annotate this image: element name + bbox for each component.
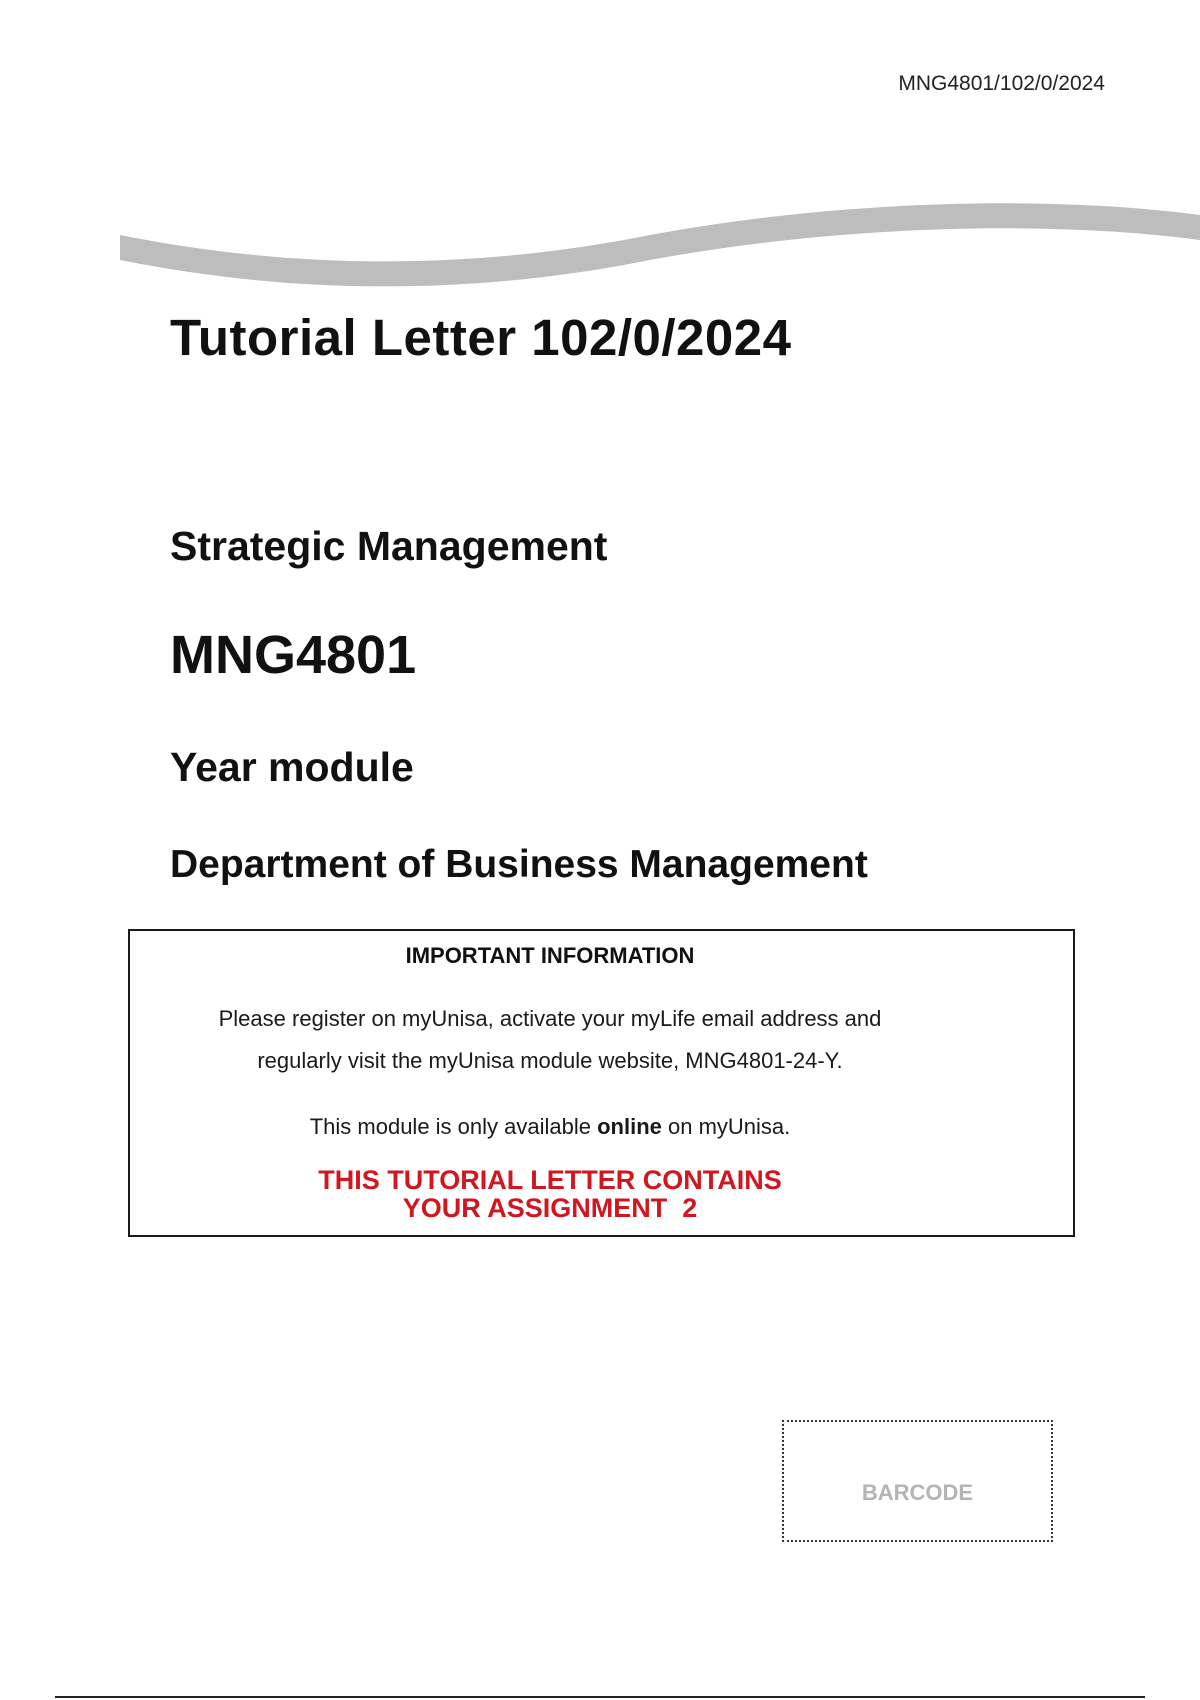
module-code: MNG4801 (170, 625, 417, 685)
availability-note-emphasis: online (597, 1114, 662, 1139)
tutorial-letter-title: Tutorial Letter 102/0/2024 (170, 309, 792, 366)
module-type: Year module (170, 744, 414, 790)
barcode-label: BARCODE (861, 1480, 974, 1505)
department-name: Department of Business Management (170, 843, 868, 886)
assignment-notice-line-1: THIS TUTORIAL LETTER CONTAINS (318, 1165, 782, 1195)
assignment-notice (130, 1166, 970, 1222)
important-information-box (128, 929, 1075, 1237)
registration-instruction-line-1: Please register on myUnisa, activate your myLife email address and (218, 1006, 882, 1031)
document-reference: MNG4801/102/0/2024 (898, 72, 1105, 95)
registration-instruction-line-2: regularly visit the myUnisa module website, MNG4801-24-Y. (257, 1048, 843, 1073)
assignment-notice-line-2: YOUR ASSIGNMENT 2 (402, 1193, 698, 1223)
availability-note-suffix: on myUnisa. (661, 1114, 791, 1139)
module-name: Strategic Management (170, 523, 608, 569)
availability-note (130, 1114, 970, 1140)
important-information-heading: IMPORTANT INFORMATION (405, 943, 695, 968)
footer-rule (55, 1696, 1145, 1698)
barcode-placeholder (782, 1420, 1053, 1542)
decorative-swoosh (120, 195, 1200, 305)
availability-note-prefix: This module is only available (309, 1114, 598, 1139)
